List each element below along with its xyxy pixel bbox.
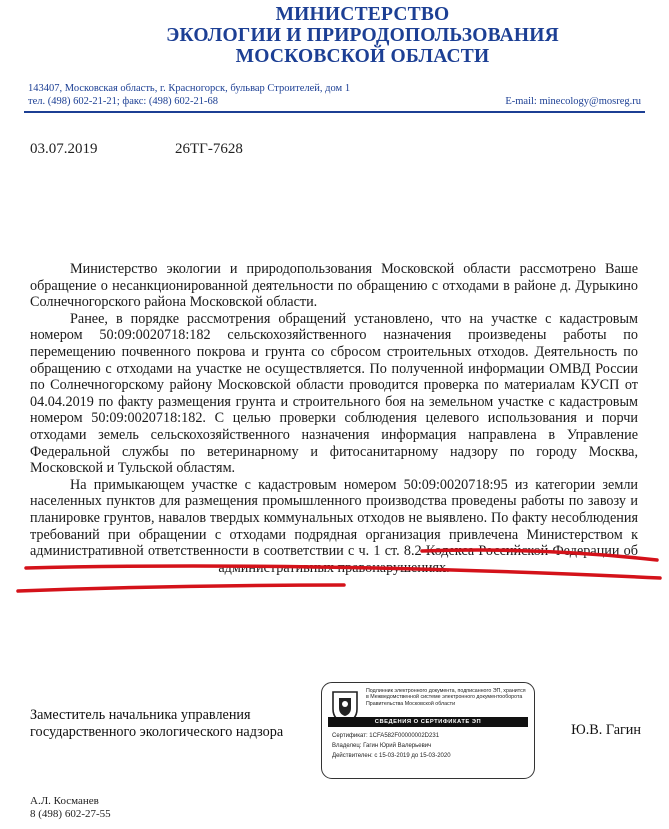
stamp-details <box>332 731 451 761</box>
footer-author: А.Л. Косманев <box>30 795 99 807</box>
footer-contact <box>30 795 111 821</box>
ministry-address: 143407, Московская область, г. Красногорск, бульвар Строителей, дом 1 <box>28 83 351 94</box>
document-number: 26ТГ-7628 <box>175 141 243 157</box>
signatory-position-line-1: Заместитель начальника управления <box>30 707 251 723</box>
stamp-heading: СВЕДЕНИЯ О СЕРТИФИКАТЕ ЭП <box>328 717 528 727</box>
stamp-validity: Действителен: с 15-03-2019 до 15-03-2020 <box>332 753 451 759</box>
signatory-name: Ю.В. Гагин <box>571 722 641 738</box>
paragraph-3: На примыкающем участке с кадастровым номером 50:09:0020718:95 из категории земли населенных пунктов для размещения промышленного производства проведены работы по завозу и планировке грунтов, навалов твердых коммунальных отходов не выявлено. По факту несоблюдения требований при обращении с отходами подрядная организация привлечена Министерством к административной ответственности в соответствии с ч. 1 ст. 8.2 Кодекса Российской Федерации об административных правонарушениях. <box>30 476 638 576</box>
document-date: 03.07.2019 <box>30 141 98 157</box>
paragraph-1: Министерство экологии и природопользования Московской области рассмотрено Ваше обращение о несанкционированной деятельности по обращению с отходами в районе д. Дурыкино Солнечногорского района Московской области. <box>30 261 638 311</box>
ministry-phones: тел. (498) 602-21-21; факс: (498) 602-21-68 <box>28 96 219 107</box>
footer-phone: 8 (498) 602-27-55 <box>30 808 111 820</box>
stamp-notice: Подлинник электронного документа, подписанного ЭП, хранится в Межведомственной системе электронного документооборота Правительства Московской области <box>366 688 526 707</box>
ministry-title-line-3: МОСКОВСКОЙ ОБЛАСТИ <box>235 46 490 67</box>
ministry-title-line-2: ЭКОЛОГИИ И ПРИРОДОПОЛЬЗОВАНИЯ <box>166 25 559 46</box>
ministry-email: E-mail: minecology@mosreg.ru <box>505 96 641 107</box>
stamp-certificate: Сертификат: 1CFA582F00000002D231 <box>332 733 440 739</box>
stamp-owner: Владелец: Гагин Юрий Валерьевич <box>332 743 432 749</box>
red-underline-3 <box>18 585 344 591</box>
signatory-position-line-2: государственного экологического надзора <box>30 724 284 740</box>
letter-body <box>30 261 638 576</box>
electronic-signature-stamp <box>321 682 535 779</box>
paragraph-2: Ранее, в порядке рассмотрения обращений установлено, что на участке с кадастровым номером 50:09:0020718:182 сельскохозяйственного назначения произведены работы по перемещению почвенного покрова и грунта со сбросом строительных отходов. Деятельность по обращению с отходами на участке не осуществляется. По полученной информации ОМВД России по Солнечногорскому району Московской области проводится проверка по материалам КУСП от 04.04.2019 по факту размещения грунта и строительного боя на земельном участке с кадастровым номером 50:09:0020718:182. С целью проверки соблюдения целевого использования и порчи отходами земель сельскохозяйственного назначения информация направлена в Управление Федеральной службы по ветеринарному и фитосанитарному надзору по городу Москва, Московской и Тульской областям. <box>30 310 638 477</box>
ministry-title-line-1: МИНИСТЕРСТВО <box>275 4 450 25</box>
letterhead-divider <box>24 111 645 113</box>
signatory-position <box>30 707 283 741</box>
